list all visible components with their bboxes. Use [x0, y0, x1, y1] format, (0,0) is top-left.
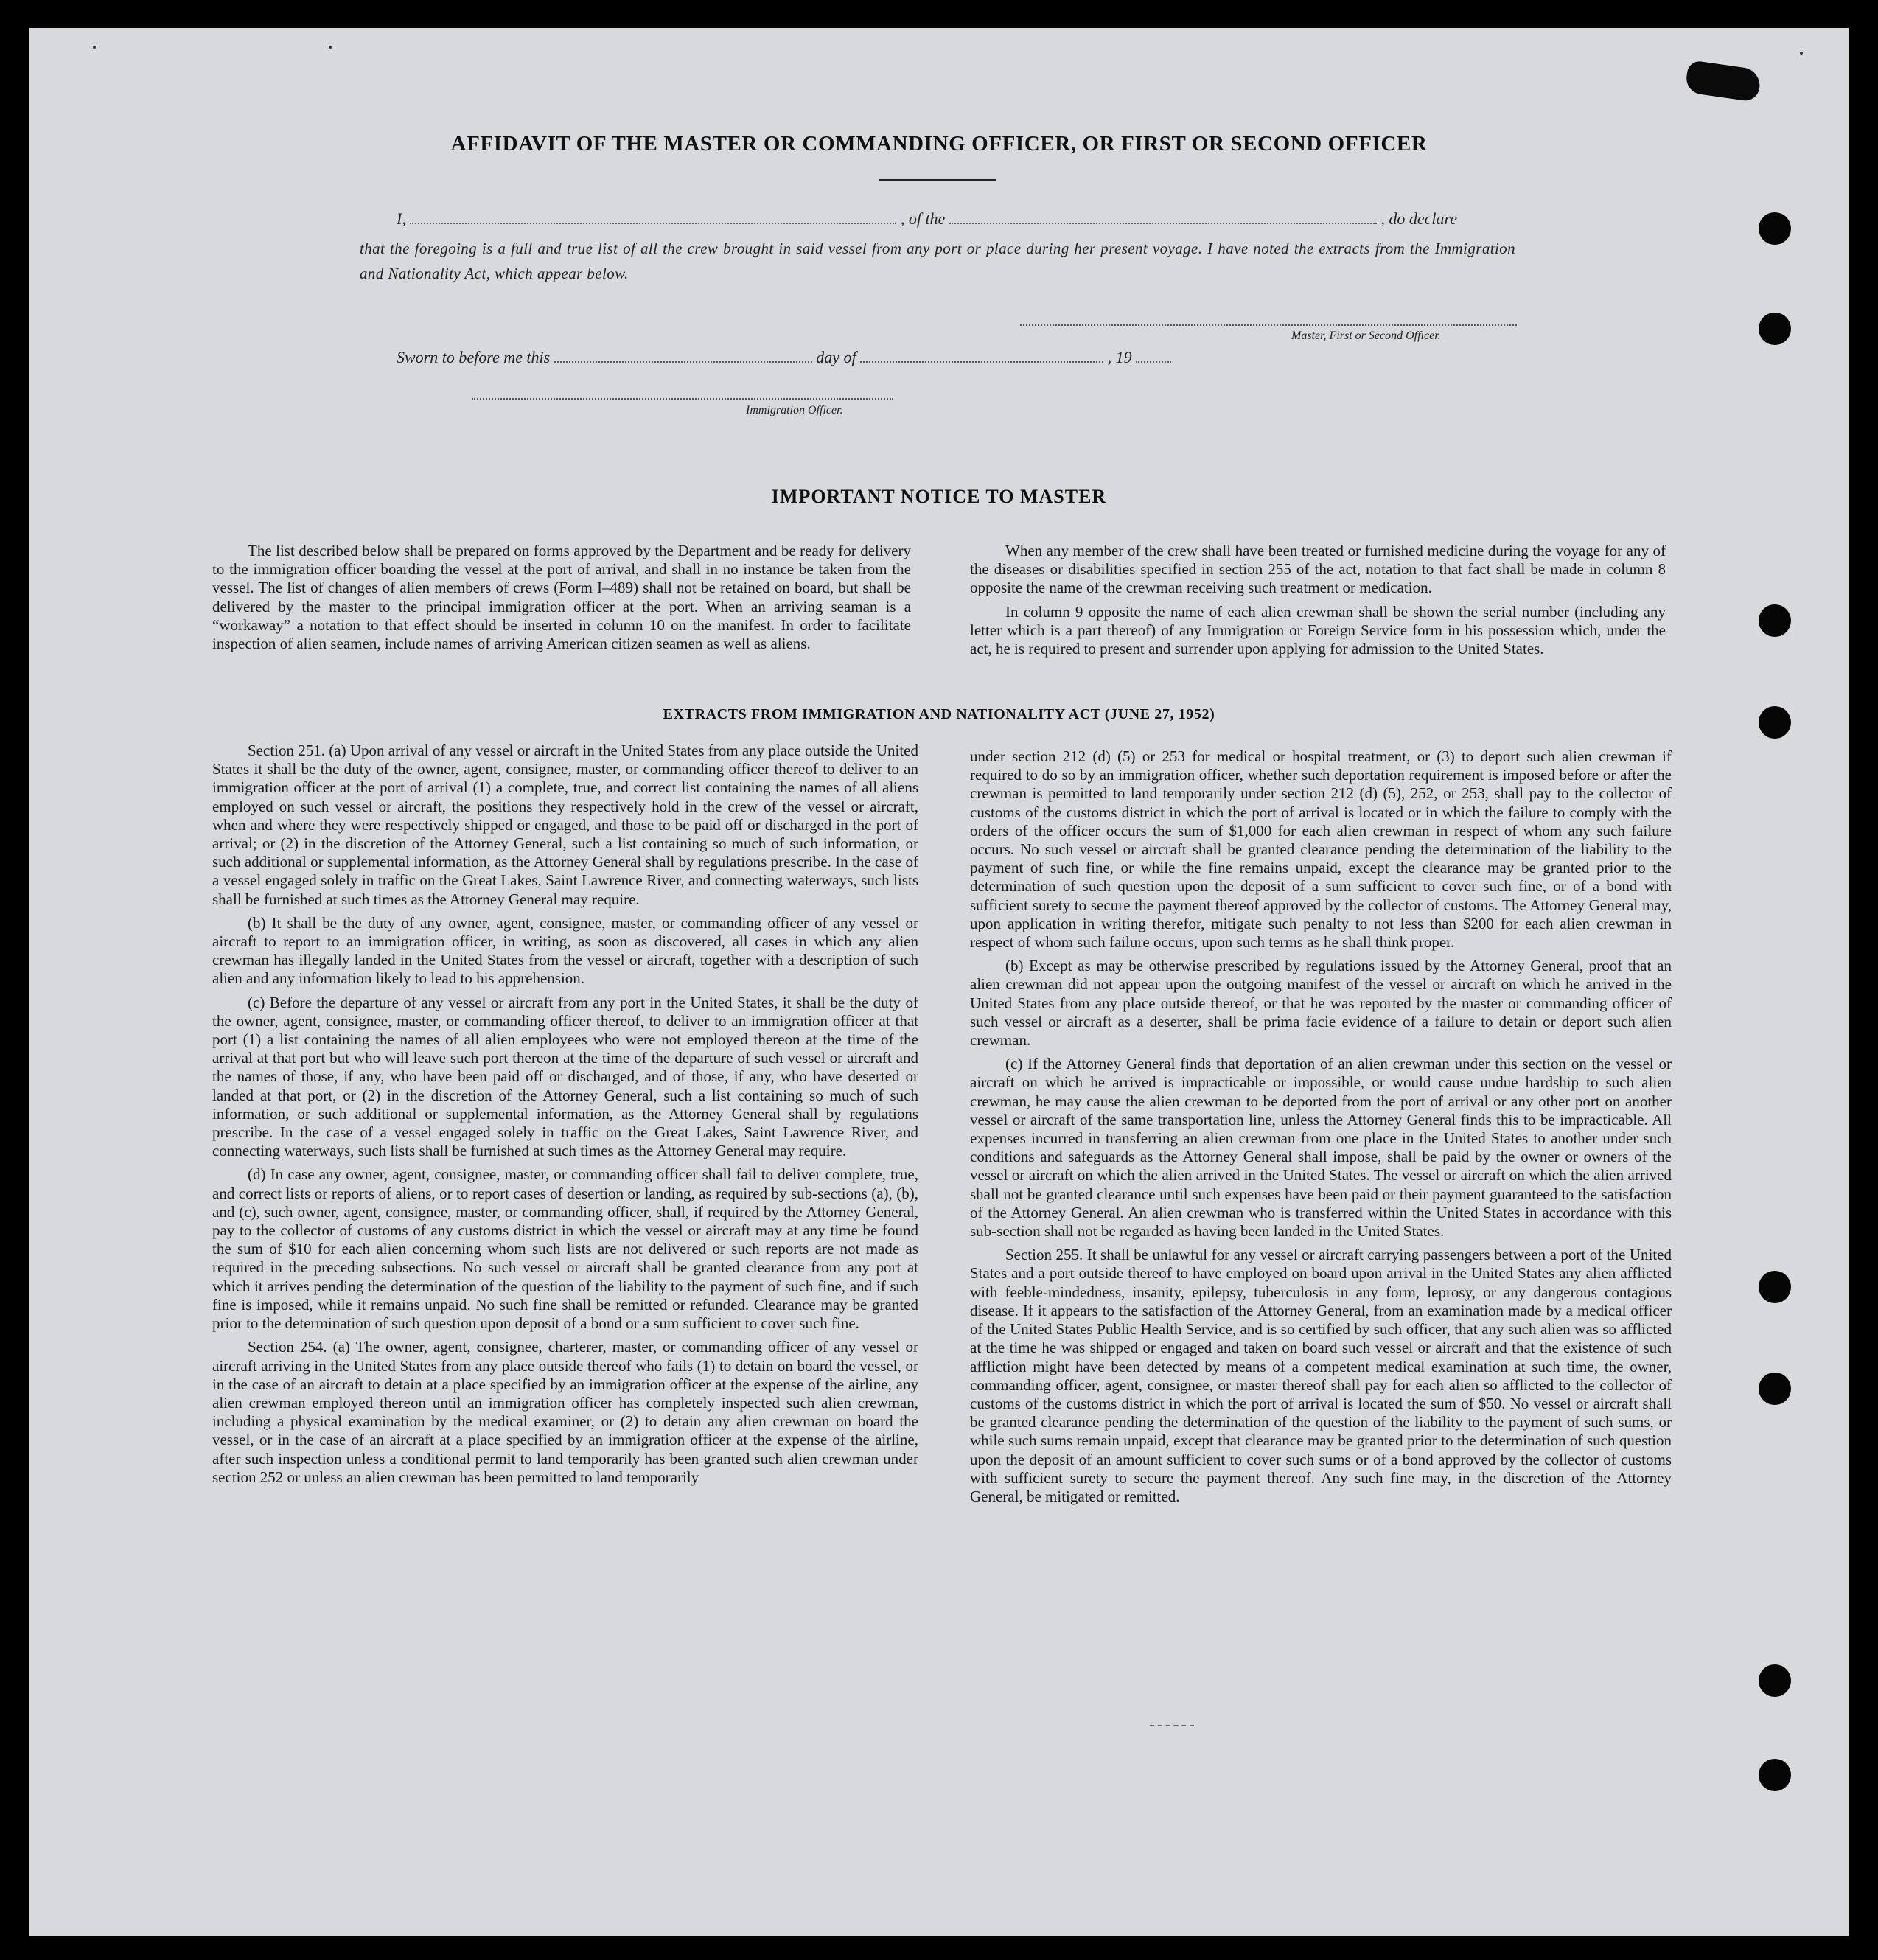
day-of-label: day of [816, 348, 856, 366]
officer-signature-line[interactable] [472, 398, 893, 400]
act-paragraph: (b) It shall be the duty of any owner, agent, consignee, master, or commanding officer of any vessel or aircraft to report to an immigration officer, in writing, as soon as discovered, all cases in which any alien crewman has illegally landed in the United States from the vessel or aircraft, together with a description of such alien and any information likely to lead to his apprehension. [212, 913, 918, 988]
notice-paragraph: When any member of the crew shall have been treated or furnished medicine during the voyage for any of the diseases or disabilities specified in section 255 of the act, notation to that fact shall be made in column 8 opposite the name of the crewman receiving such treatment or medication. [970, 542, 1666, 597]
punch-hole [1759, 1271, 1791, 1303]
punch-hole [1759, 604, 1791, 637]
act-paragraph: Section 251. (a) Upon arrival of any vessel or aircraft in the United States from any place outside the United States it shall be the duty of the owner, agent, consignee, master, or commanding officer thereof to deliver to an immigration officer at the port of arrival (1) a complete, true, and correct list containing the names of all aliens employed on such vessel or aircraft, the positions they respectively hold in the crew of the vessel or aircraft, when and where they were respectively shipped or engaged, and those to be paid off or discharged in the port of arrival; or (2) in the discretion of the Attorney General, such a list containing so much of such information, or such additional or supplemental information, as the Attorney General shall by regulations prescribe. In the case of a vessel engaged solely in traffic on the Great Lakes, Saint Lawrence River, and connecting waterways, such lists shall be furnished at such times as the Attorney General may require. [212, 742, 918, 908]
end-mark [1150, 1725, 1194, 1726]
extracts-right-column [970, 747, 1672, 1511]
act-paragraph: Section 255. It shall be unlawful for any vessel or aircraft carrying passengers between a port of the United States and a port outside thereof to have employed on board upon arrival in the United States any alien afflicted with feeble-mindedness, insanity, epilepsy, tuberculosis in any form, leprosy, or any dangerous contagious disease. If it appears to the satisfaction of the Attorney General, from an examination made by a medical officer of the United States Public Health Service, and is so certified by such officer, that any such alien was so afflicted at the time he was shipped or engaged and taken on board such vessel or aircraft and that the existence of such affliction might have been detected by means of a competent medical examination at such time, the owner, commanding officer, agent, consignee, or master thereof shall pay for each alien so afflicted to the collector of customs of the customs district in which the port of arrival is located the sum of $50. No vessel or aircraft shall be granted clearance pending the determination of the question of the liability to the payment of such sums, or while such sums remain unpaid, except that clearance may be granted prior to the determination of such question upon the deposit of an amount sufficient to cover such sums or of a bond approved by the collector of customs with sufficient surety to secure the payment thereof. Any such fine may, in the discretion of the Attorney General, be mitigated or remitted. [970, 1246, 1672, 1505]
extracts-title: EXTRACTS FROM IMMIGRATION AND NATIONALITY ACT (JUNE 27, 1952) [663, 706, 1215, 722]
vessel-name-field[interactable] [949, 222, 1377, 224]
notice-right-column [970, 542, 1666, 663]
year-label: , 19 [1107, 348, 1132, 366]
i-label: I, [397, 209, 406, 228]
notice-paragraph: The list described below shall be prepared on forms approved by the Department and be ready for delivery to the immigration officer boarding the vessel at the port of arrival, and shall in no instance be taken from the vessel. The list of changes of alien members of crews (Form I–489) shall not be retained on board, but shall be delivered by the master to the principal immigration officer at the port. When an arriving seaman is a “workaway” a notation to that effect should be inserted in column 10 on the manifest. In order to facilitate inspection of alien seamen, include names of arriving American citizen seamen as well as aliens. [212, 542, 911, 653]
declarant-name-field[interactable] [410, 222, 896, 224]
title-divider [879, 179, 996, 181]
sworn-year-field[interactable] [1136, 360, 1171, 363]
master-caption: Master, First or Second Officer. [1291, 329, 1441, 342]
master-signature-line[interactable] [1020, 324, 1517, 326]
affidavit-title: AFFIDAVIT OF THE MASTER OR COMMANDING OFFICER, OR FIRST OR SECOND OFFICER [450, 132, 1428, 156]
extracts-left-column [212, 742, 918, 1492]
punch-hole [1759, 313, 1791, 345]
act-paragraph: Section 254. (a) The owner, agent, consignee, charterer, master, or commanding officer of any vessel or aircraft arriving in the United States from any place outside thereof who fails (1) to detain on board the vessel, or in the case of an aircraft to detain at a place specified by an immigration officer at the expense of the airline, any alien crewman employed thereon until an immigration officer has completely inspected such alien crewman, including a physical examination by the medical examiner, or (2) to detain any alien crewman on board the vessel, or in the case of an aircraft at a place specified by an immigration officer at the expense of the airline, after such inspection unless a conditional permit to land temporarily has been granted such alien crewman under section 252 or unless an alien crewman has been permitted to land temporarily [212, 1338, 918, 1486]
punch-hole [1759, 1373, 1791, 1405]
punch-hole [1759, 1664, 1791, 1697]
act-paragraph: (b) Except as may be otherwise prescribed by regulations issued by the Attorney General, proof that an alien crewman did not appear upon the outgoing manifest of the vessel or aircraft on which he arrived in the United States from any place outside thereof, or that he was reported by the master or commanding officer of such vessel or aircraft as a deserter, shall be prima facie evidence of a failure to detain or deport such alien crewman. [970, 957, 1672, 1050]
sworn-month-field[interactable] [860, 360, 1103, 363]
act-paragraph: (c) Before the departure of any vessel or aircraft from any port in the United States, it shall be the duty of the owner, agent, consignee, master, or commanding officer thereof, to deliver to an immigration officer at that port (1) a list containing the names of all alien employees who were not employed thereon at the time of the arrival at that port but who will leave such port thereon at the time of the departure of such vessel or aircraft and the names of those, if any, who have been paid off or discharged, and of those, if any, who have deserted or landed at that port, or (2) in the discretion of the Attorney General, such a list containing so much of such information, or such additional or supplemental information, as the Attorney General shall by regulations prescribe. In the case of a vessel engaged solely in traffic on the Great Lakes, Saint Lawrence River, and connecting waterways, such lists shall be furnished at such times as the Attorney General may require. [212, 993, 918, 1160]
speck [93, 46, 96, 49]
officer-caption: Immigration Officer. [746, 404, 843, 416]
speck [1800, 52, 1803, 55]
sworn-label: Sworn to before me this [397, 348, 551, 366]
punch-hole [1759, 212, 1791, 245]
act-paragraph: (c) If the Attorney General finds that deportation of an alien crewman under this section on the vessel or aircraft on which he arrived is impracticable or impossible, or would cause undue hardship to such alien crewman, he may cause the alien crewman to be deported from the port of arrival or any other port on another vessel or aircraft of the same transportation line, unless the Attorney General finds this to be impracticable. All expenses incurred in transferring an alien crewman from one place in the United States to another under such conditions and safeguards as the Attorney General shall impose, shall be paid by the owner or owners of the vessel or aircraft on which the alien arrived in the United States. The vessel or aircraft on which the alien arrived shall not be granted clearance until such expenses have been paid or their payment guaranteed to the satisfaction of the Attorney General. An alien crewman who is transferred within the United States in accordance with this sub-section shall not be regarded as having been landed in the United States. [970, 1055, 1672, 1241]
declarant-line [397, 209, 1457, 229]
punch-hole [1759, 1759, 1791, 1791]
act-paragraph: (d) In case any owner, agent, consignee, master, or commanding officer shall fail to deliver complete, true, and correct lists or reports of aliens, or to report cases of desertion or landing, as required by sub-sections (a), (b), and (c), such owner, agent, consignee, master, or commanding officer, shall, if required by the Attorney General, pay to the collector of customs of any customs district in which the vessel or aircraft may at any time be found the sum of $10 for each alien concerning whom such lists are not delivered or such reports are not made as required in the preceding subsections. No such vessel or aircraft shall be granted clearance from any port at which it arrives pending the determination of the question of the liability to the payment of such fine, and if such fine is imposed, while it remains unpaid. No such fine shall be remitted or refunded. Clearance may be granted prior to the determination of such question upon deposit of a bond or a sum sufficient to cover such fine. [212, 1165, 918, 1333]
sworn-line [397, 348, 1171, 367]
act-paragraph: under section 212 (d) (5) or 253 for medical or hospital treatment, or (3) to deport such alien crewman if required to do so by an immigration officer, whether such deportation requirement is imposed before or after the crewman is permitted to land temporarily under section 212 (d) (5), 252, or 253, shall pay to the collector of customs of the customs district in which the port of arrival is located or in which the failure to comply with the orders of the officer occurs the sum of $1,000 for each alien crewman in respect of whom any such failure occurs. No such vessel or aircraft shall be granted clearance pending the determination of the liability to the payment of such fine, or while the fine remains unpaid, except the clearance may be granted prior to the determination of such question upon the deposit of a sum sufficient to cover such fine, or of a bond with sufficient surety to secure the payment thereof approved by the collector of customs. The Attorney General may, upon application in writing therefor, mitigate such penalty to not less than $200 for each alien crewman in respect of whom such failure occurs, upon such terms as he shall think proper. [970, 747, 1672, 952]
of-the-label: , of the [900, 209, 946, 228]
speck [329, 46, 332, 49]
notice-left-column [212, 542, 911, 658]
do-declare-label: , do declare [1380, 209, 1457, 228]
notice-title: IMPORTANT NOTICE TO MASTER [771, 486, 1107, 507]
declaration-statement: that the foregoing is a full and true list of all the crew brought in said vessel from any port or place during her present voyage. I have noted the extracts from the Immigration and Nationality Act, which appear below. [360, 240, 1515, 282]
sworn-day-field[interactable] [554, 360, 812, 363]
notice-paragraph: In column 9 opposite the name of each alien crewman shall be shown the serial number (including any letter which is a part thereof) of any Immigration or Foreign Service form in his possession which, under the act, he is required to present and surrender upon applying for admission to the United States. [970, 602, 1666, 658]
